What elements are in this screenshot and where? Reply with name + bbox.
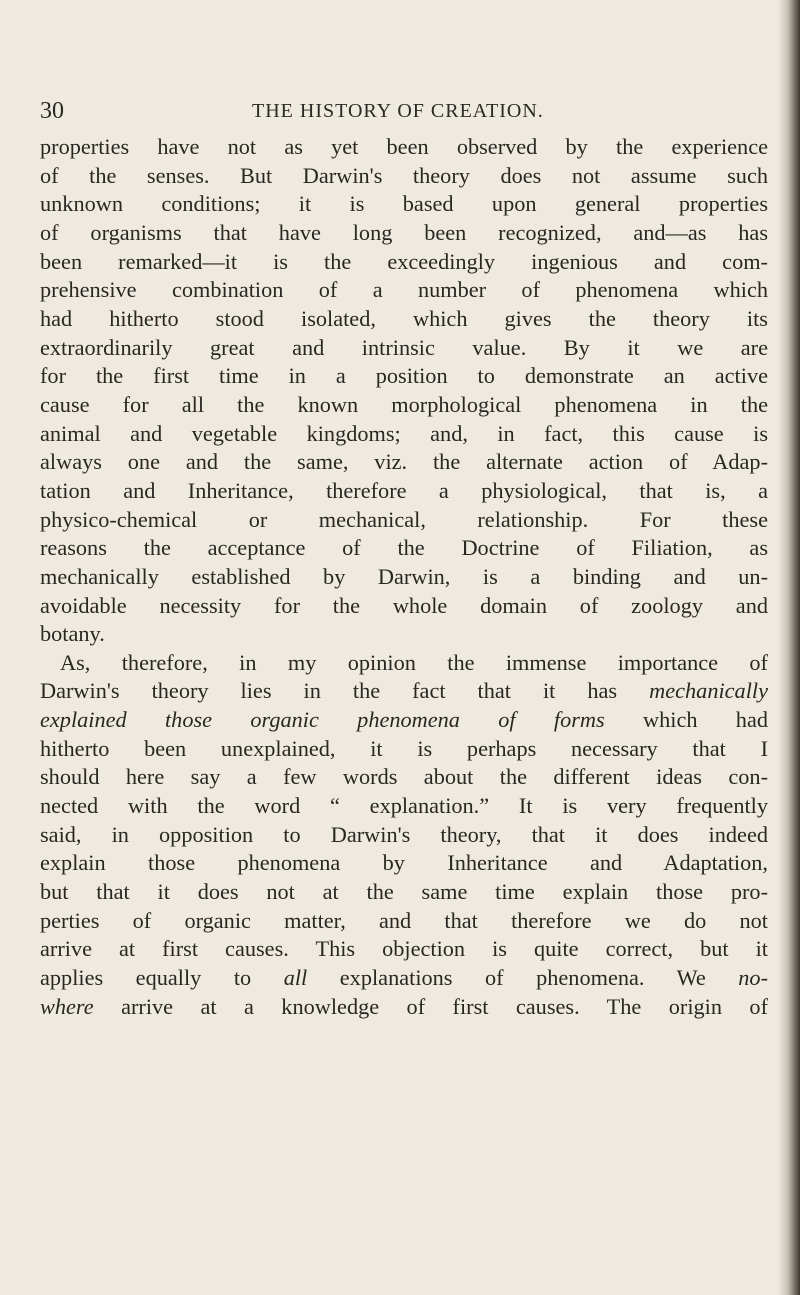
text-line [40, 706, 768, 735]
italic-run: mechanically [649, 678, 768, 704]
text-line: hitherto been unexplained, it is perhaps necessary that I [40, 735, 768, 761]
text-run: applies equally to [40, 965, 284, 991]
text-line: perties of organic matter, and that therefore we do not [40, 907, 768, 933]
text-line: always one and the same, viz. the alternate action of Adap- [40, 449, 768, 475]
text-line: avoidable necessity for the whole domain of zoology and [40, 592, 768, 618]
text-line: been remarked—it is the exceedingly ingenious and com- [40, 248, 768, 274]
text-line: had hitherto stood isolated, which gives the theory its [40, 305, 768, 331]
text-line: botany. [40, 621, 105, 647]
text-line: animal and vegetable kingdoms; and, in fact, this cause is [40, 420, 768, 446]
text-run: arrive at a knowledge of first causes. The origin of [93, 993, 768, 1019]
page-number: 30 [40, 98, 64, 124]
text-line: should here say a few words about the different ideas con- [40, 764, 768, 790]
italic-run: where [40, 993, 94, 1019]
text-line: extraordinarily great and intrinsic value. By it we are [40, 334, 768, 360]
text-line: mechanically established by Darwin, is a binding and un- [40, 563, 768, 589]
page-edge-shadow [778, 0, 800, 1295]
text-line: As, therefore, in my opinion the immense importance of [60, 649, 768, 675]
text-line [40, 964, 768, 993]
text-line: tation and Inheritance, therefore a physiological, that is, a [40, 477, 768, 503]
text-line: unknown conditions; it is based upon general properties [40, 191, 768, 217]
body-text [40, 133, 768, 1021]
italic-run: all [283, 965, 308, 991]
text-line: explain those phenomena by Inheritance and Adaptation, [40, 850, 768, 876]
text-run: Darwin's theory lies in the fact that it has [40, 678, 650, 704]
text-line: physico-chemical or mechanical, relationship. For these [40, 506, 768, 532]
italic-run: no- [738, 965, 768, 991]
text-line: prehensive combination of a number of phenomena which [40, 277, 768, 303]
text-line: arrive at first causes. This objection is quite correct, but it [40, 936, 768, 962]
text-line: said, in opposition to Darwin's theory, that it does indeed [40, 821, 768, 847]
text-run: which had [604, 707, 768, 733]
text-line: cause for all the known morphological phenomena in the [40, 391, 768, 417]
text-line: of the senses. But Darwin's theory does not assume such [40, 162, 768, 188]
text-line [40, 677, 768, 706]
text-line: but that it does not at the same time explain those pro- [40, 879, 768, 905]
text-line [40, 993, 768, 1022]
text-line: reasons the acceptance of the Doctrine of Filiation, as [40, 535, 768, 561]
text-line: properties have not as yet been observed by the experience [40, 134, 768, 159]
page-header [40, 96, 760, 126]
running-head: THE HISTORY OF CREATION. [252, 100, 544, 122]
text-line: of organisms that have long been recognized, and—as has [40, 219, 768, 245]
text-line: for the first time in a position to demonstrate an active [40, 363, 768, 389]
text-line: nected with the word “ explanation.” It is very frequently [40, 793, 768, 819]
text-run: explanations of phenomena. We [307, 965, 739, 991]
italic-run: explained those organic phenomena of forms [40, 707, 605, 733]
